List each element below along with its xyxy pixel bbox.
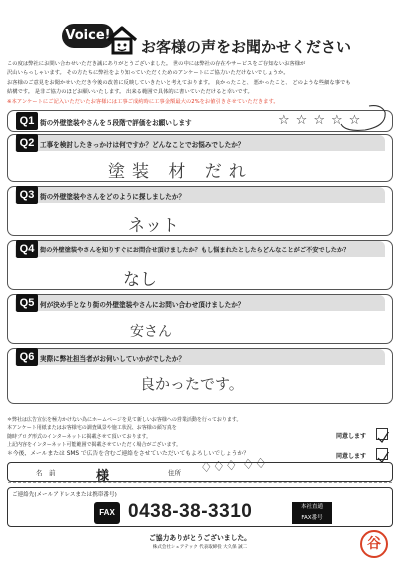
fax-badge <box>292 502 332 524</box>
intro-line: 結構です。 是非ご協力のほどお願いいたします。 出来る範囲で具体的に書いていただけると幸いです。 <box>7 89 253 96</box>
note-line: 上記内容をインターネット可能範囲で掲載させていただく場合がございます。 <box>7 441 182 448</box>
honorific: 様 <box>96 469 110 484</box>
question-number: Q5 <box>16 294 38 312</box>
footer-company: 株式会社シェアテック 代表取締役 大久保 誠二 <box>152 545 248 550</box>
contact-label: ご連絡先(メールアドレスまたは携帯番号) <box>12 492 117 498</box>
note-line: ＊弊社は広告宣伝を極力かけない為にホームページを見て新しいお客様への営業活動を行っております。 <box>7 417 242 423</box>
page-title: お客様の声をお聞かせください <box>141 38 352 56</box>
star-icon[interactable]: ☆ <box>295 113 314 128</box>
seal-stamp: 谷 <box>360 530 388 558</box>
fax-icon: FAX <box>94 502 120 524</box>
discount-warning: ※本アンケートにご記入いただいたお客様には工事ご成約時に工事金額最大の2%をお値引きさせていただきます。 <box>7 98 279 105</box>
fax-number: 0438-38-3310 <box>128 501 253 522</box>
answer-q4[interactable]: なし <box>123 270 157 290</box>
rating-circle-mark <box>335 102 395 138</box>
intro-line: この度は弊社にお問い合わせいただき誠にありがとうございました。 世の中には弊社の存在やサービスをご存知ないお客様が <box>7 61 306 67</box>
question-text: 工事を検討したきっかけは何ですか？どんなことでお悩みでしたか？ <box>40 141 245 149</box>
question-number: Q2 <box>16 134 38 152</box>
answer-q6[interactable]: 良かったです。 <box>140 375 244 393</box>
agree-label-1: 同意します <box>336 433 367 440</box>
question-text: 街の外壁塗装やさんを知りすぐにお問合せ頂けましたか？もし悩まれたとしたらどんなことがご不安でしたか？ <box>40 247 350 254</box>
question-text: 街の外壁塗装やさんをどのように探しましたか？ <box>40 193 186 201</box>
question-text: 何が決め手となり街の外壁塗装やさんにお問い合わせ頂けましたか？ <box>40 301 245 309</box>
question-number: Q6 <box>16 348 38 366</box>
star-icon[interactable]: ☆ <box>348 113 367 128</box>
star-icon[interactable]: ☆ <box>278 113 296 128</box>
house-icon <box>104 24 140 56</box>
answer-q3[interactable]: ネット <box>128 216 179 236</box>
address-handwriting: ♢♢♢ ♢♢ <box>199 455 268 477</box>
answer-q5[interactable]: 安さん <box>130 324 172 340</box>
question-text: 街の外壁塗装やさんを５段階で評価をお願いします <box>40 119 192 127</box>
question-box-q2 <box>7 134 393 182</box>
voice-badge: Voice! <box>62 24 114 48</box>
question-number: Q1 <box>16 112 38 130</box>
question-box-q6 <box>7 348 393 404</box>
sms-question: ＊今後、メールまたは SMS で広告を含むご連絡をさせていただいてもよろしいでしょうか？ <box>7 451 250 457</box>
name-label: 名 前 <box>36 469 56 477</box>
agree-checkbox-2[interactable] <box>376 448 388 460</box>
answer-q2[interactable]: 塗装 材 だれ <box>108 162 253 182</box>
star-icon[interactable]: ☆ <box>313 113 331 128</box>
question-box-q5 <box>7 294 393 344</box>
question-text: 実際に弊社担当者がお伺いしていかがでしたか？ <box>40 355 186 363</box>
footer-thanks: ご協力ありがとうございました。 <box>149 534 251 542</box>
fax-badge-line: 本社直通 <box>300 504 323 510</box>
checkmark-icon <box>377 432 389 444</box>
consent-notes <box>7 416 312 449</box>
intro-text <box>7 60 393 107</box>
note-line: 本アンケート用紙またはお客様宅の調査風景や施工状況、お客様の顔写真を <box>7 425 177 432</box>
question-box-q4 <box>7 240 393 290</box>
star-icon[interactable]: ☆ <box>330 113 349 128</box>
intro-line: 沢山いらっしゃいます。 その方たちに弊社をより知っていただくためのアンケートにご協力いただけないでしょうか。 <box>7 70 289 77</box>
intro-line: お客様のご意見をお聞かせいただき今後の改善に反映していきたいと考えております。 良かったこと、 悪かったこと、 どのような些細な事でも <box>7 79 351 86</box>
address-label: 住所 <box>168 469 181 477</box>
divider <box>8 482 392 483</box>
question-box-q3 <box>7 186 393 236</box>
question-number: Q4 <box>16 240 38 258</box>
agree-label-2: 同意します <box>336 453 367 460</box>
question-number: Q3 <box>16 186 38 204</box>
fax-badge-line: FAX番号 <box>301 515 323 521</box>
agree-checkbox-1[interactable] <box>376 428 388 440</box>
note-line: 随時ブログ形式のインターネットに掲載させて頂いております。 <box>7 433 152 440</box>
